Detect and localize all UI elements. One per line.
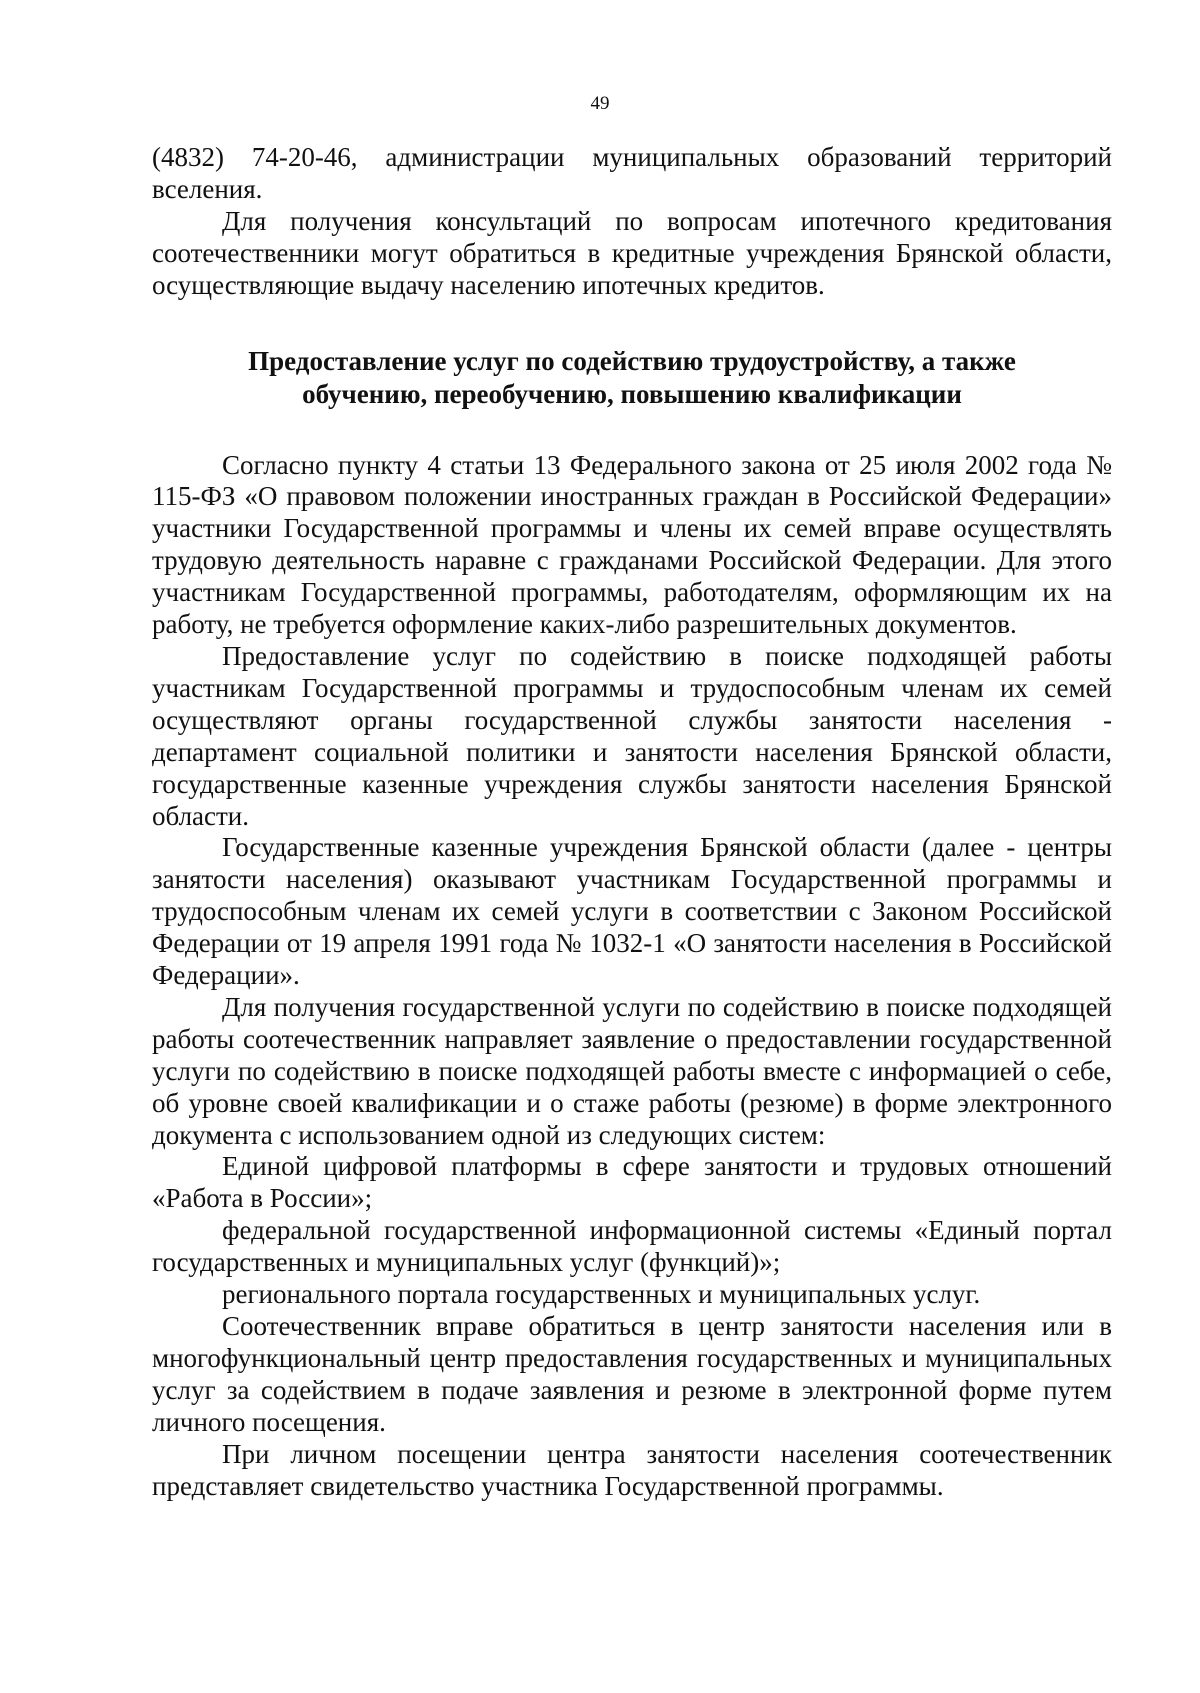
paragraph-mortgage-consultation: Для получения консультаций по вопросам ипотечного кредитования соотечественники могут обратиться в кредитные учреждения Брянской области, осуществляющие выдачу населению ипотечных кредитов.: [152, 205, 1112, 300]
page-number: 49: [590, 93, 610, 114]
paragraph-application-procedure: Для получения государственной услуги по содействию в поиске подходящей работы соотечественник направляет заявление о предоставлении государственной услуги по содействию в поиске подходящей работы вместе с информацией о себе, об уровне своей квалификации и о стаже работы (резюме) в форме электронного документа с использованием одной из следующих систем:: [152, 991, 1112, 1150]
paragraph-personal-visit: Соотечественник вправе обратиться в центр занятости населения или в многофункциональный центр предоставления государственных и муниципальных услуг за содействием в подаче заявления и резюме в электронной форме путем личного посещения.: [152, 1311, 1112, 1437]
paragraph-federal-law: Согласно пункту 4 статьи 13 Федерального закона от 25 июля 2002 года № 115-ФЗ «О правовом положении иностранных граждан в Российской Федерации» участники Государственной программы и члены их семей вправе осуществлять трудовую деятельность наравне с гражданами Российской Федерации. Для этого участникам Государственной программы, работодателям, оформляющим их на работу, не требуется оформление каких-либо разрешительных документов.: [152, 449, 1112, 640]
document-body: [152, 142, 1112, 1502]
paragraph-certificate: При личном посещении центра занятости населения соотечественник представляет свидетельство участника Государственной программы.: [152, 1438, 1112, 1501]
list-item-regional-portal: регионального портала государственных и муниципальных услуг.: [222, 1279, 981, 1310]
list-item-work-in-russia: Единой цифровой платформы в сфере занятости и трудовых отношений «Работа в России»;: [152, 1151, 1112, 1214]
section-heading: Предоставление услуг по содействию трудоустройству, а также обучению, переобучению, повышению квалификации: [248, 345, 1016, 409]
paragraph-continuation: (4832) 74-20-46, администрации муниципальных образований территорий вселения.: [152, 142, 1112, 204]
paragraph-employment-centers: Государственные казенные учреждения Брянской области (далее - центры занятости населения) оказывают участникам Государственной программы и трудоспособным членам их семей услуги в соответствии с Законом Российской Федерации от 19 апреля 1991 года № 1032-1 «О занятости населения в Российской Федерации».: [152, 832, 1112, 991]
list-item-gosuslugi-portal: федеральной государственной информационной системы «Единый портал государственных и муниципальных услуг (функций)»;: [152, 1215, 1112, 1278]
paragraph-employment-services: Предоставление услуг по содействию в поиске подходящей работы участникам Государственной программы и трудоспособным членам их семей осуществляют органы государственной службы занятости населения - департамент социальной политики и занятости населения Брянской области, государственные казенные учреждения службы занятости населения Брянской области.: [152, 640, 1112, 831]
